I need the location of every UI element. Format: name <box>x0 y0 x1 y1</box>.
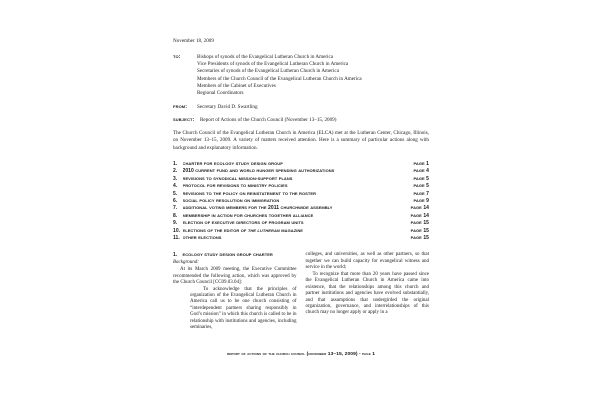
toc-title: social policy resolution on immigration <box>182 197 280 204</box>
toc-number: 8. <box>173 212 178 219</box>
section-number: 1. <box>173 252 178 259</box>
toc-number: 4. <box>173 183 178 190</box>
toc-page-number: page 5 <box>413 175 429 182</box>
memo-from-value: Secretary David D. Swartling <box>197 104 258 111</box>
toc-page-number: page 9 <box>413 197 429 204</box>
memo-recipients <box>197 54 429 97</box>
toc-item[interactable] <box>173 191 429 198</box>
page-footer: report of actions of the church council (november 13–15, 2009) - page 1 <box>226 352 376 357</box>
toc-title <box>183 228 402 235</box>
recipient-line: Members of the Cabinet of Executives <box>197 82 276 89</box>
toc-title: membership in action for churches together alliance <box>182 212 314 219</box>
recipient-line: Vice Presidents of synods of the Evangelical Lutheran Church in America <box>197 61 349 68</box>
toc-number: 6. <box>173 197 178 204</box>
memo-row-from <box>173 104 429 111</box>
toc-item[interactable] <box>173 168 429 175</box>
toc-item[interactable] <box>173 176 429 183</box>
toc-page-number: page 5 <box>413 183 429 190</box>
section-subheading: Background: <box>173 260 199 266</box>
toc-title: revisions to synodical mission-support plans <box>182 175 293 182</box>
memo-row-subject <box>173 117 429 124</box>
toc-number: 2. <box>173 168 178 175</box>
memo-row-to <box>173 54 429 97</box>
toc-title-post: magazine <box>279 227 304 234</box>
toc-page-number: page 14 <box>410 205 429 212</box>
section-blockquote: To acknowledge that the principles of organization of the Evangelical Lutheran Church in America call us to be one church consisting of “interdependent partners sharing responsibly in God’s mission” in which this church is called to be in relationship with institutions and agencies, including seminaries, <box>190 286 297 331</box>
toc-title: 2010 current fund and world hunger spending authorizations <box>182 168 335 175</box>
section-title: ecology study design group charter <box>182 252 273 259</box>
section-blockquote-continued: colleges, and universities, as well as other partners, so that together we can build capacity for evangelical witness and service in the world; <box>305 252 429 271</box>
section-heading <box>173 252 297 259</box>
toc-title: charter for ecology study design group <box>182 160 283 167</box>
toc-page-number: page 14 <box>410 212 429 219</box>
document-content <box>173 38 429 332</box>
recipient-line: Bishops of synods of the Evangelical Lutheran Church in America <box>197 54 334 60</box>
toc-title: other elections <box>182 234 222 241</box>
toc-number: 1. <box>173 160 178 167</box>
toc-title-pre: elections of the editor of <box>182 227 248 234</box>
section-paragraph-2: To recognize that more than 20 years have passed since the Evangelical Lutheran Church in America came into existence, that the relationships among this church and partner institutions and agencies have evolved substantially, and that assumptions that undergirded the original organization, governance, and interrelationships of this church may no longer apply or apply in a <box>305 271 429 316</box>
table-of-contents <box>173 161 429 242</box>
toc-title: revisions to the policy on reinstatement to the roster <box>182 190 317 197</box>
toc-item[interactable] <box>173 220 429 227</box>
toc-item[interactable] <box>173 213 429 220</box>
toc-item[interactable] <box>173 198 429 205</box>
intro-paragraph: The Church Council of the Evangelical Lutheran Church in America (ELCA) met at the Lutheran Center, Chicago, Illinois, on November 13–15, 2009. A variety of matters received attention. Here is a summary of particular actions along with background and explanatory information. <box>173 130 429 151</box>
toc-page-number: page 15 <box>410 234 429 241</box>
toc-item[interactable] <box>173 161 429 168</box>
section-paragraph-1: At its March 2009 meeting, the Executive Committee recommended the following action, which was approved by the Church Council [CC09.03.04]: <box>173 267 297 286</box>
toc-item[interactable] <box>173 228 429 235</box>
toc-title: protocol for revisions to ministry policies <box>182 183 288 190</box>
column-right <box>306 252 430 331</box>
toc-page-number: page 15 <box>410 220 429 227</box>
document-date: November 18, 2009 <box>173 38 214 44</box>
toc-number: 10. <box>173 227 181 234</box>
two-column-body <box>173 252 429 331</box>
memo-label-subject: subject: <box>173 116 195 123</box>
toc-number: 5. <box>173 190 178 197</box>
column-left <box>173 252 297 331</box>
recipient-line: Regional Coordinators <box>197 90 244 97</box>
toc-item[interactable] <box>173 183 429 190</box>
toc-number: 7. <box>173 205 178 212</box>
toc-number: 9. <box>173 220 178 227</box>
toc-item[interactable] <box>173 205 429 212</box>
toc-title: election of executive directors of program units <box>182 220 304 227</box>
recipient-line: Secretaries of synods of the Evangelical Lutheran Church in America <box>197 68 339 75</box>
toc-page-number: page 7 <box>413 190 429 197</box>
toc-number: 3. <box>173 175 178 182</box>
toc-item[interactable] <box>173 235 429 242</box>
toc-page-number: page 1 <box>413 160 429 167</box>
memo-label-to: to: <box>173 54 181 61</box>
toc-title: additional voting members for the 2011 churchwide assembly <box>182 205 333 212</box>
toc-number: 11. <box>173 234 180 241</box>
toc-title-italic: the lutheran <box>247 227 280 234</box>
toc-page-number: page 4 <box>413 168 429 175</box>
recipient-line: Members of the Church Council of the Evangelical Lutheran Church in America <box>197 75 362 82</box>
memo-label-from: from: <box>173 104 188 111</box>
memo-subject-value: Report of Actions of the Church Council (November 13–15, 2009) <box>200 116 337 123</box>
toc-page-number: page 15 <box>410 227 429 234</box>
